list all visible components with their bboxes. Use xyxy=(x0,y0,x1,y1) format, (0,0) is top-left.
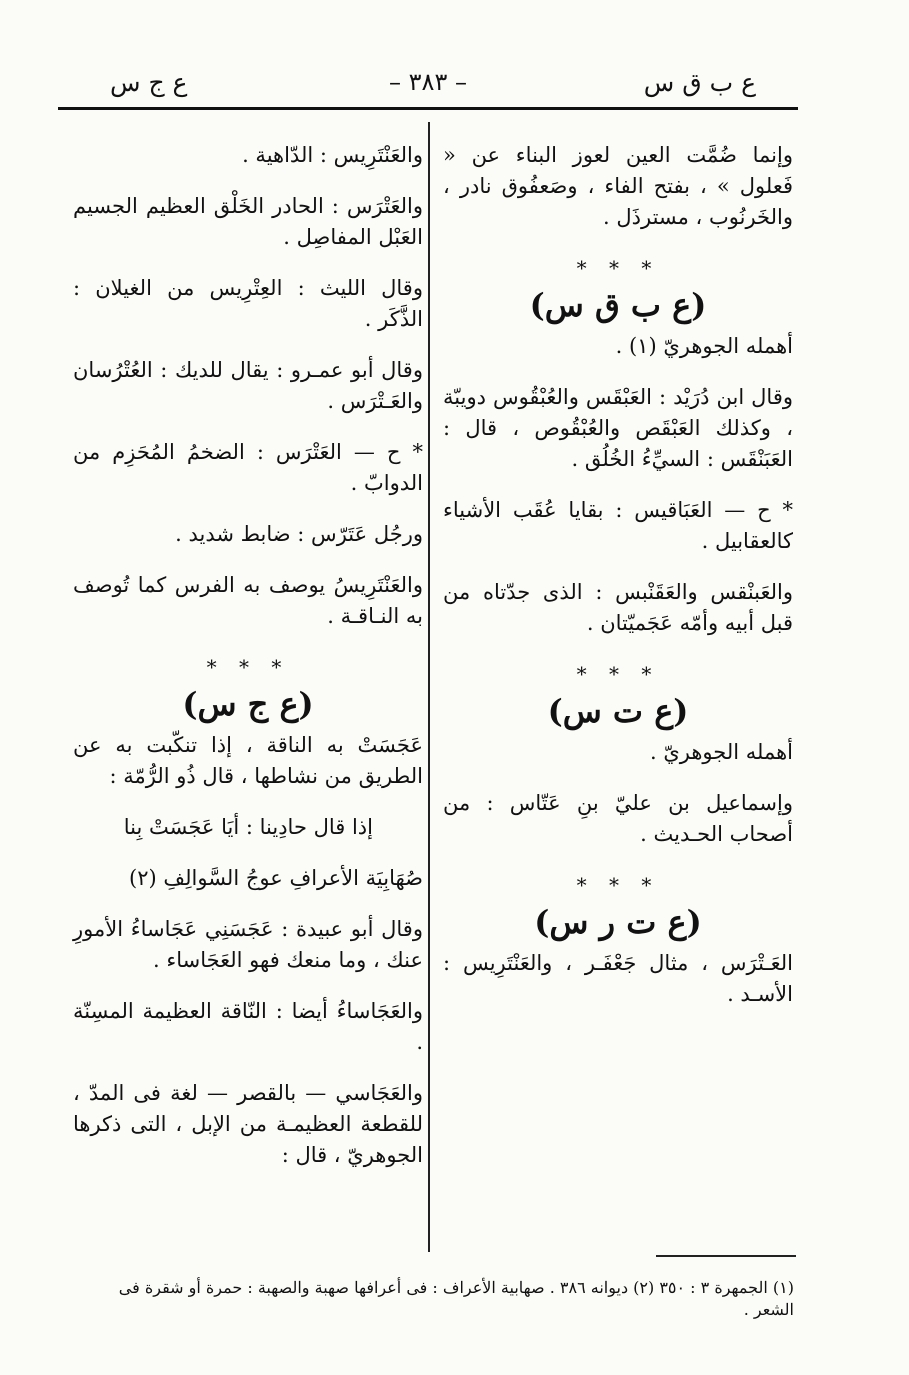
header-rule xyxy=(58,107,798,110)
column-divider xyxy=(428,122,430,1252)
paragraph: أهمله الجوهريّ . xyxy=(649,740,793,764)
paragraph: وإنما ضُمَّت العين لعوز البناء عن « فَعلول » ، بفتح الفاء ، وصَعفُوق نادر ، والخَرنُوب ، مسترذَل . xyxy=(443,143,793,229)
footnote-rule xyxy=(656,1255,796,1257)
entry-heading: (ع ت ر س) xyxy=(534,903,702,941)
verse-line: صُهَابِيَة الأعرافِ عوجُ السَّوالِفِ (٢) xyxy=(129,866,423,890)
entry-heading: (ع ت س) xyxy=(547,692,689,730)
paragraph: والعَبنْقس والعَقَنْبس : الذى جدّتاه من قبل أبيه وأمّه عَجَميّتان . xyxy=(443,580,793,635)
paragraph: وقال أبو عبيدة : عَجَسَنِي عَجَاساءُ الأمورِ عنك ، وما منعك فهو العَجَاساء . xyxy=(73,917,423,972)
paragraph: ورجُل عَتَرّس : ضابط شديد . xyxy=(175,522,423,546)
left-column xyxy=(73,140,423,1191)
paragraph: والعَنْتَرِيسُ يوصف به الفرس كما تُوصف به النـاقـة . xyxy=(73,573,423,628)
paragraph: والعَجَاساءُ أيضا : النّاقة العظيمة المسِنّة . xyxy=(73,999,423,1054)
paragraph: * ح — العَتْرَس : الضخمُ المُحَزِم من الدوابّ . xyxy=(73,440,423,495)
right-column xyxy=(443,140,793,1030)
paragraph: وقال الليث : العِتْرِيس من الغيلان : الذَّكَر . xyxy=(73,276,423,331)
page-number: – ٣٨٣ – xyxy=(389,68,467,96)
paragraph: أهمله الجوهريّ (١) . xyxy=(615,334,793,358)
header-root-left: ع ج س xyxy=(110,68,188,97)
paragraph: وإسماعيل بن عليّ بنِ عَتّاس : من أصحاب الحـديث . xyxy=(443,791,793,846)
footnotes: (١) الجمهرة ٣ : ٣٥٠ (٢) ديوانه ٣٨٦ . صهابية الأعراف : فى أعرافها صهبة والصهبة : حمرة أو شقرة فى الشعر . xyxy=(118,1278,794,1319)
paragraph: وقال أبو عمـرو : يقال للديك : العُتْرُسان والعَـتْرَس . xyxy=(73,358,423,413)
entry-heading: (ع ب ق س) xyxy=(529,286,707,324)
section-separator: * * * xyxy=(206,655,290,679)
entry-heading: (ع ج س) xyxy=(182,685,314,723)
section-separator: * * * xyxy=(576,662,660,686)
header-root-right: ع ب ق س xyxy=(643,68,756,97)
page-header xyxy=(60,62,796,102)
paragraph: العَـتْرَس ، مثال جَعْفَـر ، والعَنْتَرِيس : الأسـد . xyxy=(443,951,793,1006)
verse-line: إذا قال حادِينا : أيَا عَجَسَتْ بِنا xyxy=(123,815,373,839)
section-separator: * * * xyxy=(576,873,660,897)
paragraph: وقال ابن دُرَيْد : العَبْقَس والعُبْقُوس دويبّة ، وكذلك العَبْقَص والعُبْقُوص ، قال : العَبَنْقَس : السيِّءُ الخُلُق . xyxy=(443,385,793,471)
section-separator: * * * xyxy=(576,256,660,280)
paragraph: والعَجَاسي — بالقصر — لغة فى المدّ ، للقطعة العظيمـة من الإبل ، التى ذكرها الجوهريّ ، قال : xyxy=(73,1081,423,1167)
paragraph: * ح — العَبَاقيس : بقايا عُقَب الأشياء كالعقابيل . xyxy=(443,498,793,553)
paragraph: عَجَسَتْ به الناقة ، إذا تنكّبت به عن الطريق من نشاطها ، قال ذُو الرُّمّة : xyxy=(73,733,423,788)
paragraph: والعَتْرَس : الحادر الخَلْق العظيم الجسيم العَبْل المفاصِل . xyxy=(73,194,423,249)
paragraph: والعَنْتَرِيس : الدّاهية . xyxy=(242,143,423,167)
